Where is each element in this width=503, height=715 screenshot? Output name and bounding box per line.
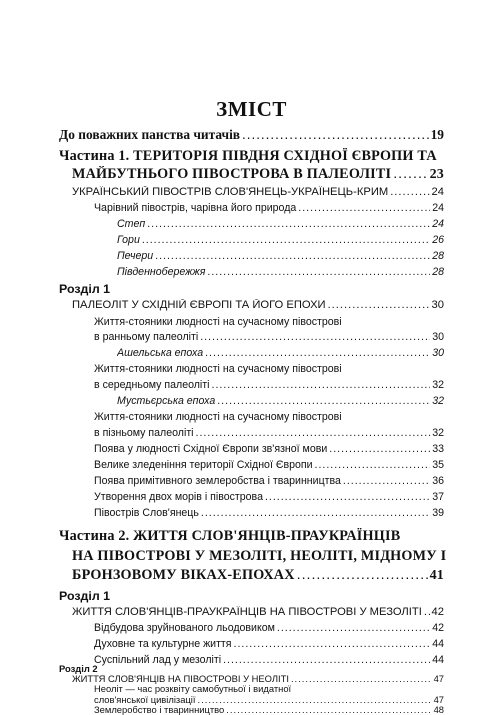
toc-entry[interactable]: [117, 266, 444, 278]
toc-entry[interactable]: [94, 443, 444, 455]
toc-entry[interactable]: [94, 331, 444, 343]
toc-page-number: 30: [431, 299, 444, 311]
toc-entry[interactable]: [72, 299, 444, 311]
leader-dots: [242, 127, 429, 142]
leader-dots: [234, 638, 431, 650]
toc-entry-text: Життя-стояники людності на сучасному півострові: [94, 411, 342, 423]
toc-entry[interactable]: [94, 507, 444, 519]
toc-entry-text: Півострів Слов'янець: [94, 507, 199, 519]
part-heading: [72, 548, 452, 565]
leader-dots: [200, 331, 430, 343]
toc-entry-text: Чарівний півострів, чарівна його природа: [94, 202, 297, 214]
leader-dots: [212, 379, 431, 391]
toc-entry-line: [94, 684, 444, 694]
toc-entry-text: в середньому палеоліті: [94, 379, 210, 391]
toc-page-number: 39: [432, 507, 444, 519]
toc-entry[interactable]: [94, 695, 444, 705]
leader-dots: [196, 427, 431, 439]
toc-page-number: 44: [432, 638, 444, 650]
toc-page-number: 35: [432, 459, 444, 471]
toc-entry-line: [94, 411, 444, 423]
toc-page-number: 47: [433, 694, 444, 705]
toc-entry[interactable]: [94, 202, 444, 214]
toc-entry-text: Розділ 1: [59, 589, 111, 603]
toc-entry-text: Поява примітивного землеробства і тваринництва: [94, 475, 341, 487]
toc-entry[interactable]: [117, 218, 444, 230]
toc-entry[interactable]: [117, 234, 444, 246]
toc-entry-text: Життя-стояники людності на сучасному півострові: [94, 363, 342, 375]
toc-entry-text: Утворення двох морів і півострова: [94, 491, 263, 503]
toc-entry-text: слов'янської цивілізації: [94, 694, 196, 705]
toc-entry-text: Духовне та культурне життя: [94, 638, 232, 650]
leader-dots: [205, 347, 430, 359]
toc-page-number: 26: [432, 234, 444, 246]
toc-page-number: 24: [432, 202, 444, 214]
toc-entry-text: Розділ 1: [59, 282, 111, 296]
toc-page-number: 30: [432, 347, 444, 359]
toc-entry-text: Частина 1. ТЕРИТОРІЯ ПІВДНЯ СХІДНОЇ ЄВРОПИ ТА: [59, 148, 437, 164]
toc-page-number: 48: [433, 704, 444, 715]
toc-entry-text: Печери: [117, 250, 154, 262]
leader-dots: [393, 166, 427, 182]
toc-entry-text: Південнобережжя: [117, 266, 206, 278]
section-heading: [59, 664, 98, 674]
leader-dots: [198, 695, 432, 705]
toc-entry-text: Суспільний лад у мезоліті: [94, 654, 222, 666]
toc-entry[interactable]: [117, 347, 444, 359]
leader-dots: [201, 507, 430, 519]
leader-dots: [217, 395, 430, 407]
leader-dots: [291, 674, 432, 684]
toc-page-number: 37: [432, 491, 444, 503]
toc-entry-text: Землеробство і тваринництво: [94, 704, 225, 715]
leader-dots: [147, 218, 430, 230]
leader-dots: [298, 202, 430, 214]
toc-entry-text: ЖИТТЯ СЛОВ'ЯНЦІВ НА ПІВОСТРОВІ У НЕОЛІТІ: [72, 674, 289, 685]
toc-entry-text: НА ПІВОСТРОВІ У МЕЗОЛІТІ, НЕОЛІТІ, МІДНОМУ І: [72, 548, 447, 564]
leader-dots: [265, 491, 430, 503]
leader-dots: [424, 606, 430, 618]
toc-entry[interactable]: [72, 674, 444, 684]
toc-entry-text: Відбудова зруйнованого льодовиком: [94, 622, 275, 634]
toc-entry[interactable]: [94, 705, 444, 715]
toc-page-number: 23: [429, 167, 444, 182]
leader-dots: [329, 443, 430, 455]
leader-dots: [207, 266, 430, 278]
toc-entry[interactable]: [94, 427, 444, 439]
toc-entry-text: ЖИТТЯ СЛОВ'ЯНЦІВ-ПРАУКРАЇНЦІВ НА ПІВОСТРОВІ У МЕЗОЛІТІ: [72, 606, 422, 618]
toc-entry-text: ПАЛЕОЛІТ У СХІДНІЙ ЄВРОПІ ТА ЙОГО ЕПОХИ: [72, 299, 326, 311]
toc-entry[interactable]: [94, 459, 444, 471]
toc-entry[interactable]: [117, 250, 444, 262]
toc-entry[interactable]: [72, 606, 444, 618]
leader-dots: [226, 705, 431, 715]
toc-entry-text: Степ: [117, 218, 146, 230]
toc-page-number: 42: [431, 606, 444, 618]
toc-entry-text: УКРАЇНСЬКИЙ ПІВОСТРІВ СЛОВ'ЯНЕЦЬ-УКРАЇНЕЦЬ-КРИМ: [72, 186, 389, 198]
toc-page-number: 47: [433, 674, 444, 685]
section-heading: [59, 282, 110, 296]
toc-entry-text: БРОНЗОВОМУ ВІКАХ-ЕПОХАХ: [72, 567, 295, 583]
toc-entry-text: Частина 2. ЖИТТЯ СЛОВ'ЯНЦІВ-ПРАУКРАЇНЦІВ: [59, 528, 401, 544]
toc-page-number: 36: [432, 475, 444, 487]
leader-dots: [328, 299, 430, 311]
toc-entry[interactable]: [72, 186, 444, 198]
toc-entry-text: Поява у людності Східної Європи зв'язної мови: [94, 443, 328, 455]
toc-page-number: 28: [432, 266, 444, 278]
toc-entry[interactable]: [94, 491, 444, 503]
toc-entry-text: Життя-стояники людності на сучасному півострові: [94, 316, 342, 328]
toc-entry-text: в пізньому палеоліті: [94, 427, 194, 439]
toc-page-number: 19: [430, 127, 444, 142]
toc-page-number: 32: [432, 427, 444, 439]
toc-entry-text: До поважних панства читачів: [59, 127, 241, 142]
leader-dots: [277, 622, 430, 634]
toc-entry-text: в ранньому палеоліті: [94, 331, 199, 343]
leader-dots: [297, 567, 428, 583]
toc-entry[interactable]: [94, 475, 444, 487]
toc-page-number: 24: [432, 218, 444, 230]
toc-entry[interactable]: [94, 379, 444, 391]
part-heading: [59, 148, 459, 165]
toc-entry[interactable]: [117, 395, 444, 407]
toc-page-number: 32: [432, 395, 444, 407]
section-heading: [59, 589, 110, 603]
toc-entry-text: Розділ 2: [59, 664, 98, 674]
toc-entry-text: Неоліт — час розквіту самобутньої і видатної: [94, 684, 292, 695]
toc-entry[interactable]: [59, 127, 444, 143]
leader-dots: [343, 475, 430, 487]
toc-page-number: 32: [432, 379, 444, 391]
toc-page-number: 24: [431, 186, 444, 198]
toc-page-number: 42: [432, 622, 444, 634]
toc-entry-line: [94, 316, 444, 328]
toc-entry[interactable]: [72, 567, 444, 584]
toc-entry-text: Ашельська епоха: [117, 347, 204, 359]
leader-dots: [390, 186, 429, 198]
toc-entry-text: Гори: [117, 234, 140, 246]
toc-entry-text: Велике зледеніння території Східної Європи: [94, 459, 313, 471]
toc-entry-text: Мустьєрська епоха: [117, 395, 216, 407]
toc-entry[interactable]: [94, 654, 444, 666]
toc-entry-line: [94, 363, 444, 375]
toc-page-number: 44: [432, 654, 444, 666]
toc-entry[interactable]: [94, 638, 444, 650]
toc-entry[interactable]: [94, 622, 444, 634]
toc-page-number: 41: [429, 568, 444, 583]
toc-entry[interactable]: [72, 166, 444, 183]
toc-page-number: 30: [432, 331, 444, 343]
part-heading: [59, 528, 459, 545]
toc-page-number: 28: [432, 250, 444, 262]
leader-dots: [142, 234, 430, 246]
toc-page-number: 33: [432, 443, 444, 455]
page-title: ЗМІСТ: [216, 97, 287, 121]
leader-dots: [223, 654, 430, 666]
toc-entry-text: МАЙБУТНЬОГО ПІВОСТРОВА В ПАЛЕОЛІТІ: [72, 166, 392, 182]
leader-dots: [155, 250, 430, 262]
leader-dots: [315, 459, 431, 471]
